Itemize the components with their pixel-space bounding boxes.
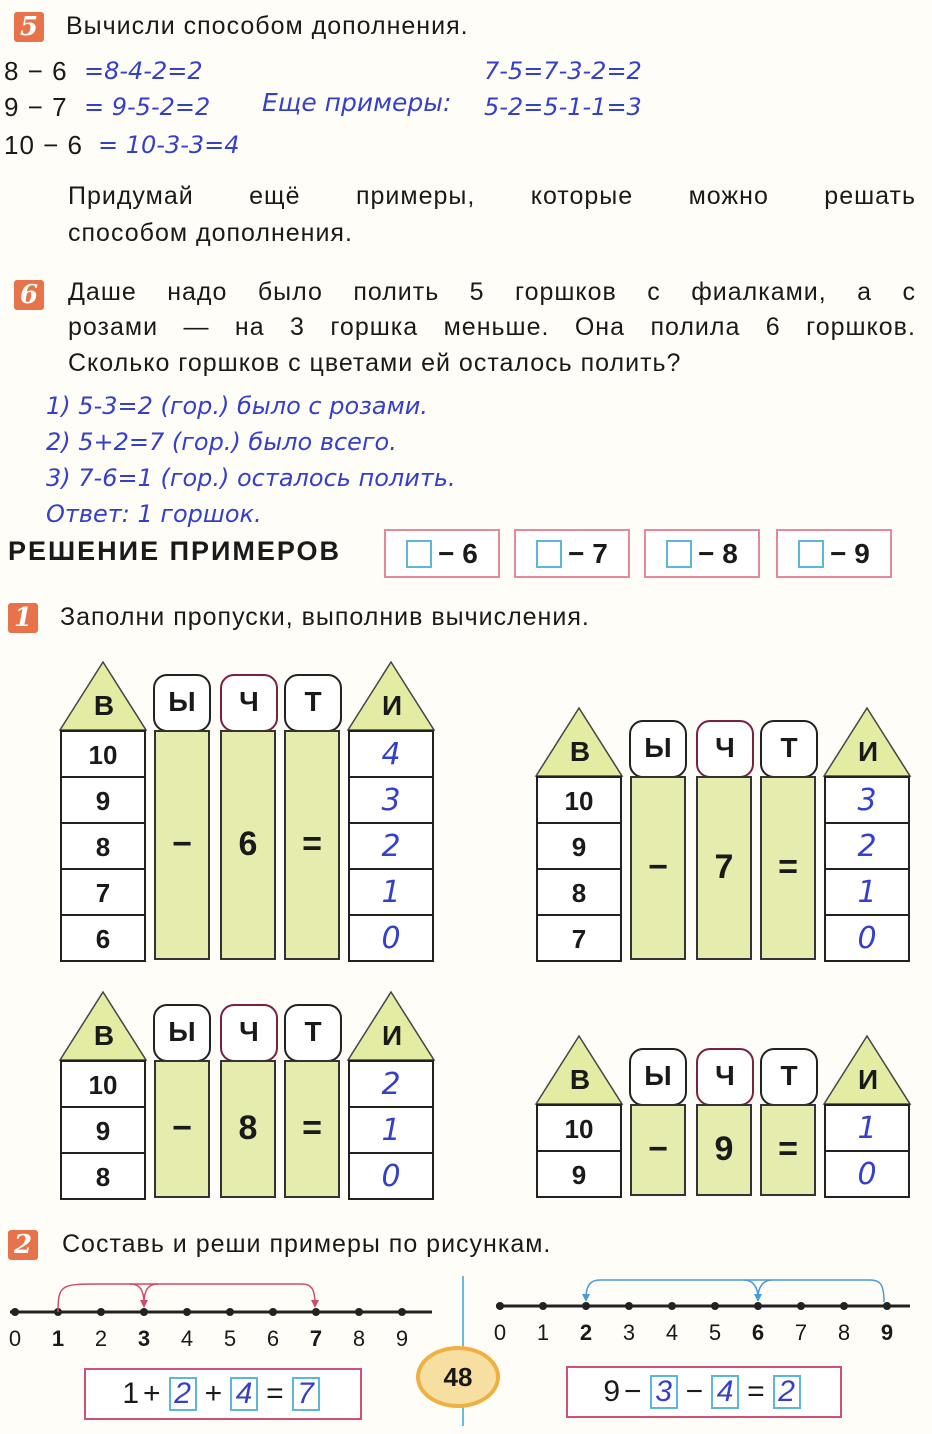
subtrahend-value: 9	[714, 1130, 734, 1168]
number-line-tick	[269, 1308, 277, 1316]
number-line-tick	[11, 1308, 19, 1316]
word: которые	[530, 182, 634, 210]
letter-bubble: Т	[284, 1004, 342, 1062]
number-line-label: 5	[223, 1326, 237, 1351]
task-5-answer-3: = 10-3-3=4	[98, 131, 240, 159]
task-6-line-2	[68, 313, 916, 342]
result-cell[interactable]: 4	[348, 730, 434, 778]
word: с	[647, 278, 661, 306]
letter-bubble: Т	[760, 720, 818, 778]
word: можно	[688, 182, 769, 210]
number-line-label: 2	[579, 1320, 593, 1345]
blank-square-icon	[666, 540, 692, 568]
number-line-label: 2	[94, 1326, 108, 1351]
letter-bubble: Ы	[153, 1004, 211, 1062]
letter-bubble: Ы	[153, 674, 211, 732]
letter-bubble: Ч	[220, 1004, 278, 1062]
number-line-tick	[840, 1302, 848, 1310]
minuend-cell: 9	[60, 776, 146, 824]
result-cell[interactable]: 0	[824, 1150, 910, 1198]
eq1-answer-b[interactable]: 2	[169, 1377, 197, 1411]
tab-label: − 7	[568, 537, 608, 569]
task-1-badge: 1	[8, 603, 38, 633]
number-line-label: 3	[622, 1320, 636, 1345]
number-line-tick	[539, 1302, 547, 1310]
number-line-label: 6	[266, 1326, 280, 1351]
solution-step-2: 2) 5+2=7 (гор.) было всего.	[46, 428, 397, 456]
number-line-label: 4	[180, 1326, 194, 1351]
task-5-badge: 5	[14, 12, 44, 42]
number-line-label: 0	[8, 1326, 22, 1351]
number-line-tick	[668, 1302, 676, 1310]
word: горшков	[515, 278, 617, 306]
equation-box-2	[566, 1366, 842, 1418]
task-5-instruction-line-1	[68, 182, 916, 211]
word: ещё	[249, 182, 301, 210]
eq2-op2: −	[685, 1375, 704, 1408]
task-5-instruction-line-2: способом дополнения.	[68, 219, 353, 247]
word: решать	[824, 182, 916, 210]
word: горшка	[330, 313, 419, 341]
number-line-tick	[582, 1302, 590, 1310]
number-line-label: 0	[493, 1320, 507, 1345]
page-number: 48	[416, 1346, 500, 1408]
eq2-a: 9	[603, 1375, 621, 1408]
minus-sign: −	[648, 1130, 668, 1168]
word: на	[234, 313, 265, 341]
number-line-label: 8	[352, 1326, 366, 1351]
result-cell[interactable]: 3	[348, 776, 434, 824]
eq2-op1: −	[624, 1375, 642, 1408]
section-title: РЕШЕНИЕ ПРИМЕРОВ	[8, 536, 342, 566]
blank-square-icon	[798, 540, 824, 568]
tab-label: − 6	[438, 537, 478, 569]
task-5-example-3: 10 − 6	[4, 130, 84, 160]
result-cell[interactable]: 0	[824, 914, 910, 962]
eq1-equals: =	[266, 1377, 284, 1410]
eq1-op2: +	[204, 1377, 223, 1410]
word: 3	[290, 313, 305, 341]
number-line-tick	[883, 1302, 891, 1310]
minus-sign: −	[172, 825, 192, 863]
more-example-2: 5-2=5-1-1=3	[484, 93, 642, 121]
result-cell[interactable]: 3	[824, 776, 910, 824]
minuend-cell: 9	[536, 822, 622, 870]
roof-letter: В	[93, 1020, 115, 1051]
word: розами	[68, 313, 159, 341]
minuend-cell: 9	[60, 1106, 146, 1154]
arrow-head	[140, 1300, 148, 1308]
eq2-equals: =	[747, 1375, 765, 1408]
subtrahend-value: 7	[714, 848, 734, 886]
eq2-answer-result[interactable]: 2	[773, 1375, 801, 1409]
equals-sign: =	[302, 825, 322, 863]
tab-label: − 9	[830, 537, 870, 569]
number-line-tick	[355, 1308, 363, 1316]
roof-letter: И	[857, 736, 879, 767]
word: а	[857, 278, 873, 306]
tab-minus-7	[514, 529, 630, 578]
letter-bubble: Т	[284, 674, 342, 732]
eq1-a: 1	[122, 1377, 140, 1410]
eq2-answer-b[interactable]: 3	[650, 1375, 678, 1409]
tab-minus-8	[644, 529, 760, 578]
letter-bubble: Ы	[629, 1048, 687, 1106]
result-cell[interactable]: 1	[348, 868, 434, 916]
task-6-badge: 6	[14, 280, 44, 310]
number-line-label: 9	[880, 1320, 894, 1345]
word: было	[257, 278, 323, 306]
number-line-label: 1	[536, 1320, 550, 1345]
solution-step-1: 1) 5-3=2 (гор.) было с розами.	[46, 392, 428, 420]
solution-step-3: 3) 7-6=1 (гор.) осталось полить.	[46, 464, 456, 492]
minus-sign: −	[648, 848, 668, 886]
result-cell[interactable]: 0	[348, 1152, 434, 1200]
number-line-label: 7	[309, 1326, 323, 1351]
tab-minus-9	[776, 529, 892, 578]
result-cell[interactable]: 2	[348, 822, 434, 870]
number-line-label: 9	[395, 1326, 409, 1351]
minus-sign: −	[172, 1109, 192, 1147]
minuend-cell: 10	[60, 1060, 146, 1108]
result-cell[interactable]: 0	[348, 914, 434, 962]
result-cell[interactable]: 2	[348, 1060, 434, 1108]
more-example-1: 7-5=7-3-2=2	[484, 57, 642, 85]
word: надо	[167, 278, 228, 306]
more-examples-label: Еще примеры:	[262, 88, 452, 117]
word: Она	[574, 313, 626, 341]
task-5-answer-1: =8-4-2=2	[84, 57, 203, 85]
number-line-label: 3	[137, 1326, 151, 1351]
equation-box-1	[84, 1368, 362, 1420]
roof-letter: В	[569, 736, 591, 767]
word: Даше	[68, 278, 137, 306]
roof-letter: И	[381, 690, 403, 721]
letter-bubble: Ч	[696, 1048, 754, 1106]
jump-arc-right	[586, 1280, 884, 1302]
roof-letter: И	[857, 1064, 879, 1095]
number-line-tick	[496, 1302, 504, 1310]
letter-bubble: Ч	[220, 674, 278, 732]
letter-bubble: Т	[760, 1048, 818, 1106]
minuend-cell: 6	[60, 914, 146, 962]
minuend-cell: 7	[536, 914, 622, 962]
task-5-answer-2: = 9-5-2=2	[84, 93, 211, 121]
word: горшков.	[806, 313, 916, 341]
arrow-head	[754, 1294, 762, 1302]
task-2-title: Составь и реши примеры по рисункам.	[62, 1230, 552, 1258]
number-line-label: 5	[708, 1320, 722, 1345]
number-line-tick	[797, 1302, 805, 1310]
eq1-op1: +	[143, 1377, 161, 1410]
letter-bubble: Ы	[629, 720, 687, 778]
minuend-cell: 8	[60, 822, 146, 870]
number-line-label: 6	[751, 1320, 765, 1345]
tab-minus-6	[384, 529, 500, 578]
number-line-label: 7	[794, 1320, 808, 1345]
word: полила	[650, 313, 741, 341]
eq2-answer-c[interactable]: 4	[711, 1375, 739, 1409]
word: фиалками,	[691, 278, 827, 306]
jump-arc-left	[58, 1284, 315, 1312]
roof-letter: В	[93, 690, 115, 721]
task-6-line-1	[68, 278, 916, 307]
subtrahend-value: 6	[238, 825, 258, 863]
number-line-tick	[97, 1308, 105, 1316]
word: 6	[765, 313, 781, 341]
minuend-cell: 8	[60, 1152, 146, 1200]
word: меньше.	[443, 313, 550, 341]
blank-square-icon	[406, 540, 432, 568]
word: полить	[353, 278, 440, 306]
number-line-tick	[312, 1308, 320, 1316]
task-6-line-3: Сколько горшков с цветами ей осталось полить?	[68, 349, 682, 377]
word: 5	[469, 278, 485, 306]
arrow-head	[311, 1300, 319, 1308]
word: Придумай	[68, 182, 194, 210]
minuend-cell: 8	[536, 868, 622, 916]
minuend-cell: 10	[536, 1104, 622, 1152]
result-cell[interactable]: 1	[348, 1106, 434, 1154]
minuend-cell: 10	[536, 776, 622, 824]
number-line-tick	[754, 1302, 762, 1310]
task-2-badge: 2	[8, 1230, 38, 1260]
result-cell[interactable]: 1	[824, 868, 910, 916]
number-line-tick	[625, 1302, 633, 1310]
equals-sign: =	[302, 1109, 322, 1147]
number-line-label: 4	[665, 1320, 679, 1345]
word: примеры,	[355, 182, 476, 210]
tab-label: − 8	[698, 537, 738, 569]
eq1-answer-result[interactable]: 7	[292, 1377, 320, 1411]
task-1-title: Заполни пропуски, выполнив вычисления.	[60, 603, 590, 631]
arrow-head	[582, 1294, 590, 1302]
result-cell[interactable]: 2	[824, 822, 910, 870]
number-line-tick	[140, 1308, 148, 1316]
blank-square-icon	[536, 540, 562, 568]
equals-sign: =	[778, 848, 798, 886]
task-5-example-1: 8 − 6	[4, 56, 68, 86]
solution-answer: Ответ: 1 горшок.	[46, 500, 262, 528]
number-line-tick	[183, 1308, 191, 1316]
word: —	[183, 313, 210, 341]
minuend-cell: 9	[536, 1150, 622, 1198]
task-5-example-2: 9 − 7	[4, 92, 68, 122]
eq1-answer-c[interactable]: 4	[230, 1377, 258, 1411]
number-line-tick	[711, 1302, 719, 1310]
number-line-tick	[398, 1308, 406, 1316]
number-line-tick	[226, 1308, 234, 1316]
number-line-label: 1	[51, 1326, 65, 1351]
minuend-cell: 10	[60, 730, 146, 778]
roof-letter: И	[381, 1020, 403, 1051]
result-cell[interactable]: 1	[824, 1104, 910, 1152]
letter-bubble: Ч	[696, 720, 754, 778]
number-line-label: 8	[837, 1320, 851, 1345]
minuend-cell: 7	[60, 868, 146, 916]
roof-letter: В	[569, 1064, 591, 1095]
equals-sign: =	[778, 1130, 798, 1168]
task-5-title: Вычисли способом дополнения.	[66, 12, 469, 40]
word: с	[902, 278, 916, 306]
subtrahend-value: 8	[238, 1109, 258, 1147]
